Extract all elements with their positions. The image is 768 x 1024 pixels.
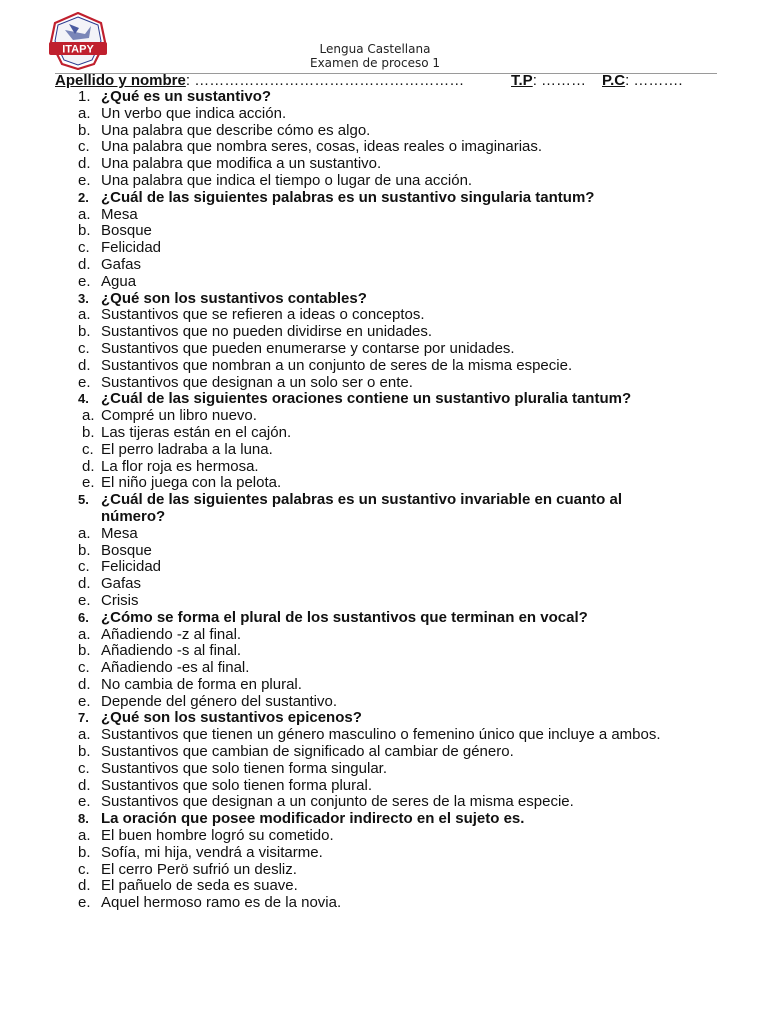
option[interactable]: [0, 375, 768, 392]
question-8: [0, 811, 768, 828]
option-text: Añadiendo -z al final.: [101, 625, 242, 643]
option[interactable]: [0, 442, 768, 459]
option-letter: a.: [78, 306, 91, 324]
option-letter: e.: [78, 373, 91, 391]
option-text: Mesa: [101, 205, 138, 223]
question-text: ¿Cuál de las siguientes oraciones contiene un sustantivo pluralia tantum?: [101, 390, 632, 408]
option-letter: b.: [78, 843, 91, 861]
option-text: Depende del género del sustantivo.: [101, 692, 338, 710]
option[interactable]: [0, 677, 768, 694]
option[interactable]: [0, 341, 768, 358]
option-letter: e.: [78, 793, 91, 811]
question-number: 2.: [78, 189, 89, 205]
option[interactable]: [0, 173, 768, 190]
question-5: [0, 492, 768, 526]
student-info-line: [55, 72, 725, 89]
option[interactable]: [0, 543, 768, 560]
option-letter: b.: [78, 323, 91, 341]
option[interactable]: [0, 106, 768, 123]
option[interactable]: [0, 123, 768, 140]
name-field[interactable]: [55, 72, 464, 89]
option-text: Aquel hermoso ramo es de la novia.: [101, 894, 342, 912]
option-letter: e.: [78, 692, 91, 710]
option[interactable]: [0, 895, 768, 912]
option[interactable]: [0, 828, 768, 845]
option[interactable]: [0, 408, 768, 425]
option-letter: b.: [78, 121, 91, 139]
option-text: Agua: [101, 272, 137, 290]
question-2: [0, 190, 768, 207]
option[interactable]: [0, 593, 768, 610]
option-letter: d.: [78, 575, 91, 593]
option[interactable]: [0, 156, 768, 173]
option-text: Mesa: [101, 524, 138, 542]
option-letter: b.: [78, 743, 91, 761]
option-text: Las tijeras están en el cajón.: [101, 423, 292, 441]
question-text: ¿Cuál de las siguientes palabras es un sustantivo singularia tantum?: [101, 188, 595, 206]
option[interactable]: [0, 727, 768, 744]
option[interactable]: [0, 324, 768, 341]
question-number: 8.: [78, 811, 89, 827]
option-text: El cerro Perö sufrió un desliz.: [101, 860, 297, 878]
option-text: Compré un libro nuevo.: [101, 407, 257, 425]
option[interactable]: [0, 425, 768, 442]
option-text: Crisis: [101, 591, 139, 609]
question-number: 6.: [78, 609, 89, 625]
question-text: ¿Qué es un sustantivo?: [101, 88, 272, 105]
option-text: Sustantivos que solo tienen forma singular.: [101, 759, 388, 777]
option[interactable]: [0, 761, 768, 778]
option[interactable]: [0, 274, 768, 291]
question-list: [0, 89, 768, 912]
option-letter: d.: [78, 155, 91, 173]
tp-dots: : ………: [532, 72, 587, 89]
option-text: Bosque: [101, 541, 152, 559]
option[interactable]: [0, 459, 768, 476]
option-letter: b.: [78, 642, 91, 660]
option-letter: a.: [78, 827, 91, 845]
option-letter: a.: [78, 104, 91, 122]
option-text: Sustantivos que pueden enumerarse y contarse por unidades.: [101, 339, 515, 357]
option-letter: c.: [78, 138, 90, 156]
name-dots: : ………………………………………………: [185, 72, 465, 89]
option-letter: e.: [78, 894, 91, 912]
option-letter: e.: [78, 591, 91, 609]
option-letter: b.: [78, 541, 91, 559]
option[interactable]: [0, 845, 768, 862]
option-text: Felicidad: [101, 558, 162, 576]
question-6: [0, 610, 768, 627]
option[interactable]: [0, 307, 768, 324]
option[interactable]: [0, 559, 768, 576]
option-letter: c.: [78, 558, 90, 576]
question-text: ¿Qué son los sustantivos epicenos?: [101, 709, 362, 727]
option-letter: b.: [78, 222, 91, 240]
option-text: Un verbo que indica acción.: [101, 104, 287, 122]
option-letter: d.: [78, 776, 91, 794]
question-text: ¿Cuál de las siguientes palabras es un sustantivo invariable en cuanto al número?: [101, 491, 622, 525]
option-letter: b.: [82, 423, 95, 441]
option-text: No cambia de forma en plural.: [101, 675, 302, 693]
option[interactable]: [0, 139, 768, 156]
option-letter: d.: [78, 356, 91, 374]
tp-label: T.P: [511, 72, 533, 89]
option-text: Una palabra que nombra seres, cosas, ideas reales o imaginarias.: [101, 138, 543, 156]
option-letter: d.: [78, 255, 91, 273]
option[interactable]: [0, 660, 768, 677]
option-text: Sustantivos que nombran a un conjunto de seres de la misma especie.: [101, 356, 573, 374]
option[interactable]: [0, 240, 768, 257]
exam-title: Examen de proceso 1: [310, 56, 440, 70]
option-text: Sustantivos que no pueden dividirse en unidades.: [101, 323, 433, 341]
option-letter: a.: [78, 524, 91, 542]
option-letter: a.: [82, 407, 95, 425]
option-text: Sustantivos que solo tienen forma plural.: [101, 776, 372, 794]
option-text: Una palabra que indica el tiempo o lugar de una acción.: [101, 171, 473, 189]
option[interactable]: [0, 862, 768, 879]
option-text: Gafas: [101, 255, 142, 273]
option[interactable]: [0, 475, 768, 492]
option-text: Sustantivos que designan a un solo ser o ente.: [101, 373, 413, 391]
question-4: [0, 391, 768, 408]
question-7: [0, 710, 768, 727]
option-text: Gafas: [101, 575, 142, 593]
logo-text: ITAPY: [62, 43, 94, 56]
option-text: Felicidad: [101, 239, 162, 257]
option[interactable]: [0, 207, 768, 224]
pc-field[interactable]: [602, 72, 683, 89]
option-text: Añadiendo -s al final.: [101, 642, 242, 660]
option-letter: d.: [78, 877, 91, 895]
option-letter: c.: [78, 759, 90, 777]
pc-label: P.C: [602, 72, 626, 89]
question-number: 1.: [78, 88, 91, 105]
option-text: Una palabra que describe cómo es algo.: [101, 121, 371, 139]
option[interactable]: [0, 794, 768, 811]
option-letter: c.: [78, 339, 90, 357]
question-number: 3.: [78, 290, 89, 306]
tp-field[interactable]: [511, 72, 586, 89]
option-letter: c.: [82, 440, 94, 458]
question-number: 7.: [78, 710, 89, 726]
option-text: Sustantivos que se refieren a ideas o conceptos.: [101, 306, 425, 324]
option[interactable]: [0, 627, 768, 644]
option-letter: d.: [82, 457, 95, 475]
option[interactable]: [0, 223, 768, 240]
option-letter: e.: [78, 171, 91, 189]
option-letter: a.: [78, 625, 91, 643]
option-text: Sustantivos que tienen un género masculino o femenino único que incluye a ambos.: [101, 726, 661, 744]
question-text: ¿Qué son los sustantivos contables?: [101, 289, 367, 307]
option-letter: a.: [78, 726, 91, 744]
question-1: [0, 89, 768, 106]
question-number: 4.: [78, 391, 89, 407]
option[interactable]: [0, 257, 768, 274]
option-letter: c.: [78, 860, 90, 878]
option-text: El niño juega con la pelota.: [101, 474, 282, 492]
option[interactable]: [0, 694, 768, 711]
question-number: 5.: [78, 492, 89, 508]
option[interactable]: [0, 744, 768, 761]
option[interactable]: [0, 643, 768, 660]
option-text: Sustantivos que cambian de significado al cambiar de género.: [101, 743, 514, 761]
name-label: Apellido y nombre: [55, 72, 186, 89]
question-3: [0, 291, 768, 308]
question-text: ¿Cómo se forma el plural de los sustantivos que terminan en vocal?: [101, 608, 588, 626]
option-text: El pañuelo de seda es suave.: [101, 877, 298, 895]
option[interactable]: [0, 526, 768, 543]
option-letter: e.: [78, 272, 91, 290]
option[interactable]: [0, 358, 768, 375]
option[interactable]: [0, 576, 768, 593]
option-text: Añadiendo -es al final.: [101, 659, 250, 677]
option[interactable]: [0, 778, 768, 795]
pc-dots: : ……….: [625, 72, 683, 89]
option-letter: a.: [78, 205, 91, 223]
option-text: La flor roja es hermosa.: [101, 457, 259, 475]
option-text: El perro ladraba a la luna.: [101, 440, 273, 458]
option-letter: e.: [82, 474, 95, 492]
subject-title: Lengua Castellana: [319, 42, 431, 56]
option-letter: d.: [78, 675, 91, 693]
option-text: Sustantivos que designan a un conjunto de seres de la misma especie.: [101, 793, 574, 811]
option-text: El buen hombre logró su cometido.: [101, 827, 334, 845]
option-text: Sofía, mi hija, vendrá a visitarme.: [101, 843, 323, 861]
option-letter: c.: [78, 659, 90, 677]
option-text: Una palabra que modifica a un sustantivo.: [101, 155, 382, 173]
option-text: Bosque: [101, 222, 152, 240]
option[interactable]: [0, 878, 768, 895]
option-letter: c.: [78, 239, 90, 257]
question-text: La oración que posee modificador indirecto en el sujeto es.: [101, 810, 525, 828]
